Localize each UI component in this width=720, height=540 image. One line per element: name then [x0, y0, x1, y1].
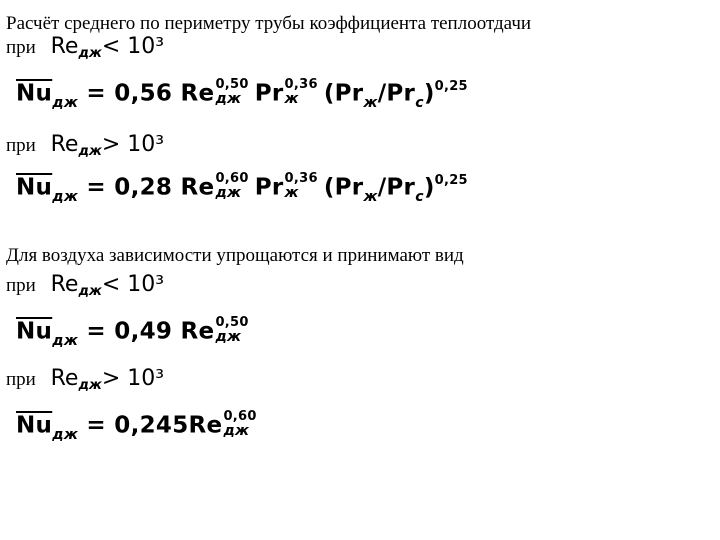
condition-expression [51, 34, 165, 59]
re-exponent: 0,50 дж [215, 315, 249, 345]
re-exponent: 0,50 дж [215, 77, 249, 107]
re-symbol: Re [50, 272, 79, 297]
condition-expression [51, 132, 165, 157]
equation-1: $\overline{Nu}_{дж} = 0,56$ Re 0,50 дж Pr 0,36 ж $(Pr_ж/Pr_c)^{0,25}$ [16, 77, 468, 111]
re-symbol: Re [180, 174, 215, 201]
air-text [6, 244, 464, 268]
condition-prefix: при [6, 369, 36, 390]
equation-4 [16, 409, 257, 443]
condition-relation: < 10³ [101, 34, 165, 59]
pr-subscript: c [415, 188, 424, 205]
heading-line1: Расчёт среднего по периметру трубы коэффициента теплоотдачи [6, 13, 532, 34]
equation-3 [16, 315, 249, 349]
condition-prefix: при [6, 37, 36, 58]
pr-subscript: ж [363, 188, 378, 205]
pr-symbol: Pr [254, 80, 284, 107]
condition-2 [6, 132, 164, 157]
re-subscript: дж [78, 144, 102, 159]
condition-relation: > 10³ [101, 366, 165, 391]
equation-coefficient: = 0,28 [78, 174, 181, 201]
re-exponent: 0,60 дж [215, 171, 249, 201]
re-subscript: дж [78, 284, 102, 299]
nu-symbol: $\overline{Nu}$ [16, 318, 53, 345]
paren-exponent: 0,25 [434, 172, 468, 188]
nu-subscript: дж [52, 188, 79, 205]
equation-2: $\overline{Nu}_{дж} = 0,28$ Re 0,60 дж Pr 0,36 ж $(Pr_ж/Pr_c)^{0,25}$ [16, 171, 468, 205]
re-symbol: Re [188, 412, 223, 439]
nu-subscript: дж [52, 332, 79, 349]
re-exponent: 0,60 дж [223, 409, 257, 439]
condition-expression [51, 272, 165, 297]
pr-subscript: ж [363, 94, 378, 111]
condition-4 [6, 366, 164, 391]
pr-symbol: Pr [386, 80, 416, 107]
condition-relation: < 10³ [101, 272, 165, 297]
nu-symbol: $\overline{Nu}$ [16, 80, 53, 107]
re-symbol: Re [50, 366, 79, 391]
condition-3 [6, 272, 164, 297]
equation-coefficient: = 0,245 [78, 412, 189, 439]
pr-exponent: 0,36 ж [284, 171, 318, 201]
pr-exponent: 0,36 ж [284, 77, 318, 107]
pr-symbol: Pr [254, 174, 284, 201]
heading-text [6, 12, 531, 36]
nu-symbol: $\overline{Nu}$ [16, 174, 53, 201]
pr-subscript: c [415, 94, 424, 111]
equation-coefficient: = 0,56 [78, 80, 181, 107]
condition-relation: > 10³ [101, 132, 165, 157]
nu-subscript: дж [52, 426, 79, 443]
pr-symbol: Pr [334, 174, 364, 201]
nu-symbol: $\overline{Nu}$ [16, 412, 53, 439]
re-symbol: Re [50, 34, 79, 59]
condition-prefix: при [6, 275, 36, 296]
re-subscript: дж [78, 46, 102, 61]
air-text-line: Для воздуха зависимости упрощаются и принимают вид [6, 245, 464, 266]
equation-coefficient: = 0,49 [78, 318, 181, 345]
pr-symbol: Pr [386, 174, 416, 201]
nu-subscript: дж [52, 94, 79, 111]
re-symbol: Re [180, 318, 215, 345]
re-symbol: Re [180, 80, 215, 107]
paren-exponent: 0,25 [434, 78, 468, 94]
condition-1 [6, 34, 164, 59]
re-subscript: дж [78, 378, 102, 393]
condition-prefix: при [6, 135, 36, 156]
re-symbol: Re [50, 132, 79, 157]
pr-symbol: Pr [334, 80, 364, 107]
condition-expression [51, 366, 165, 391]
